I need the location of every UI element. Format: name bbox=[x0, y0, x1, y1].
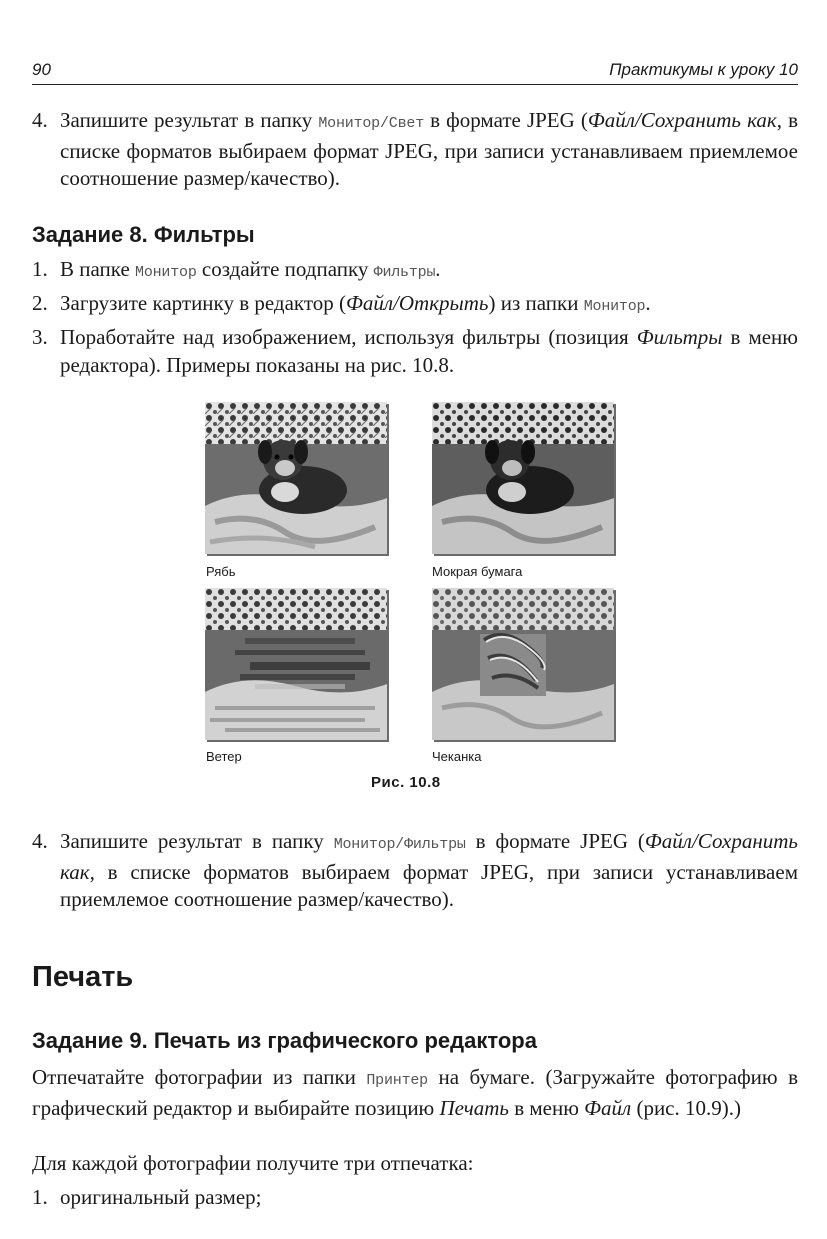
menu-name: Фильтры bbox=[636, 325, 723, 349]
task9-intro: Для каждой фотографии получите три отпечатка: bbox=[32, 1151, 474, 1175]
folder-path: Монитор/Фильтры bbox=[333, 836, 466, 853]
list-item-save-light: 4. Запишите результат в папку Монитор/Свет в формате JPEG (Файл/Сохранить как, в списке форматов выбираем формат JPEG, при записи устанавливаем приемлемое соотношение размер/качество). bbox=[32, 108, 798, 190]
caption-ripple: Рябь bbox=[206, 564, 236, 579]
task8-item-2: 2. Загрузите картинку в редактор (Файл/Открыть) из папки Монитор. bbox=[32, 291, 651, 315]
folder-path: Монитор bbox=[135, 264, 197, 281]
menu-path: Файл/Сохранить как bbox=[60, 829, 798, 884]
task9-item-1: 1. оригинальный размер; bbox=[32, 1185, 262, 1209]
menu-name: Файл bbox=[584, 1095, 632, 1120]
folder-path: Принтер bbox=[366, 1072, 428, 1089]
folder-path: Монитор bbox=[583, 298, 646, 315]
section-heading: Печать bbox=[32, 961, 134, 993]
folder-path: Монитор/Свет bbox=[318, 115, 424, 132]
menu-path: Файл/Сохранить как bbox=[587, 108, 777, 132]
photo-wind bbox=[205, 588, 387, 740]
menu-path: Файл/Открыть bbox=[345, 291, 489, 315]
caption-emboss: Чеканка bbox=[432, 749, 482, 764]
photo-wind-image bbox=[205, 588, 387, 740]
photo-emboss bbox=[432, 588, 614, 740]
task8-heading: Задание 8. Фильтры bbox=[32, 222, 255, 247]
task8-item-1: 1. В папке Монитор создайте подпапку Фильтры. bbox=[32, 257, 441, 281]
running-head: Практикумы к уроку 10 bbox=[609, 60, 798, 79]
photo-emboss-image bbox=[432, 588, 614, 740]
task9-paragraph: Отпечатайте фотографии из папки Принтер на бумаге. (Загружайте фотографию в графический редактор и выбирайте позицию Печать в меню Файл (рис. 10.9).) bbox=[32, 1065, 799, 1120]
photo-ripple-image bbox=[205, 402, 387, 554]
menu-item: Печать bbox=[439, 1095, 509, 1120]
page-number: 90 bbox=[32, 60, 51, 79]
caption-wet-paper: Мокрая бумага bbox=[432, 564, 523, 579]
photo-ripple bbox=[205, 402, 387, 554]
folder-path: Фильтры bbox=[373, 264, 436, 281]
task8-item-3: 3. Поработайте над изображением, используя фильтры (позиция Фильтры в меню редактора). Примеры показаны на рис. 10.8. bbox=[32, 325, 798, 377]
task9-heading: Задание 9. Печать из графического редактора bbox=[32, 1028, 537, 1053]
page-header bbox=[32, 58, 798, 85]
photo-wet-paper bbox=[432, 402, 614, 554]
caption-wind: Ветер bbox=[206, 749, 242, 764]
photo-wet-paper-image bbox=[432, 402, 614, 554]
list-item-save-filters: 4. Запишите результат в папку Монитор/Фильтры в формате JPEG (Файл/Сохранить как, в списке форматов выбираем формат JPEG, при записи устанавливаем приемлемое соотношение размер/качество). bbox=[32, 829, 798, 911]
figure-title: Рис. 10.8 bbox=[371, 774, 441, 791]
